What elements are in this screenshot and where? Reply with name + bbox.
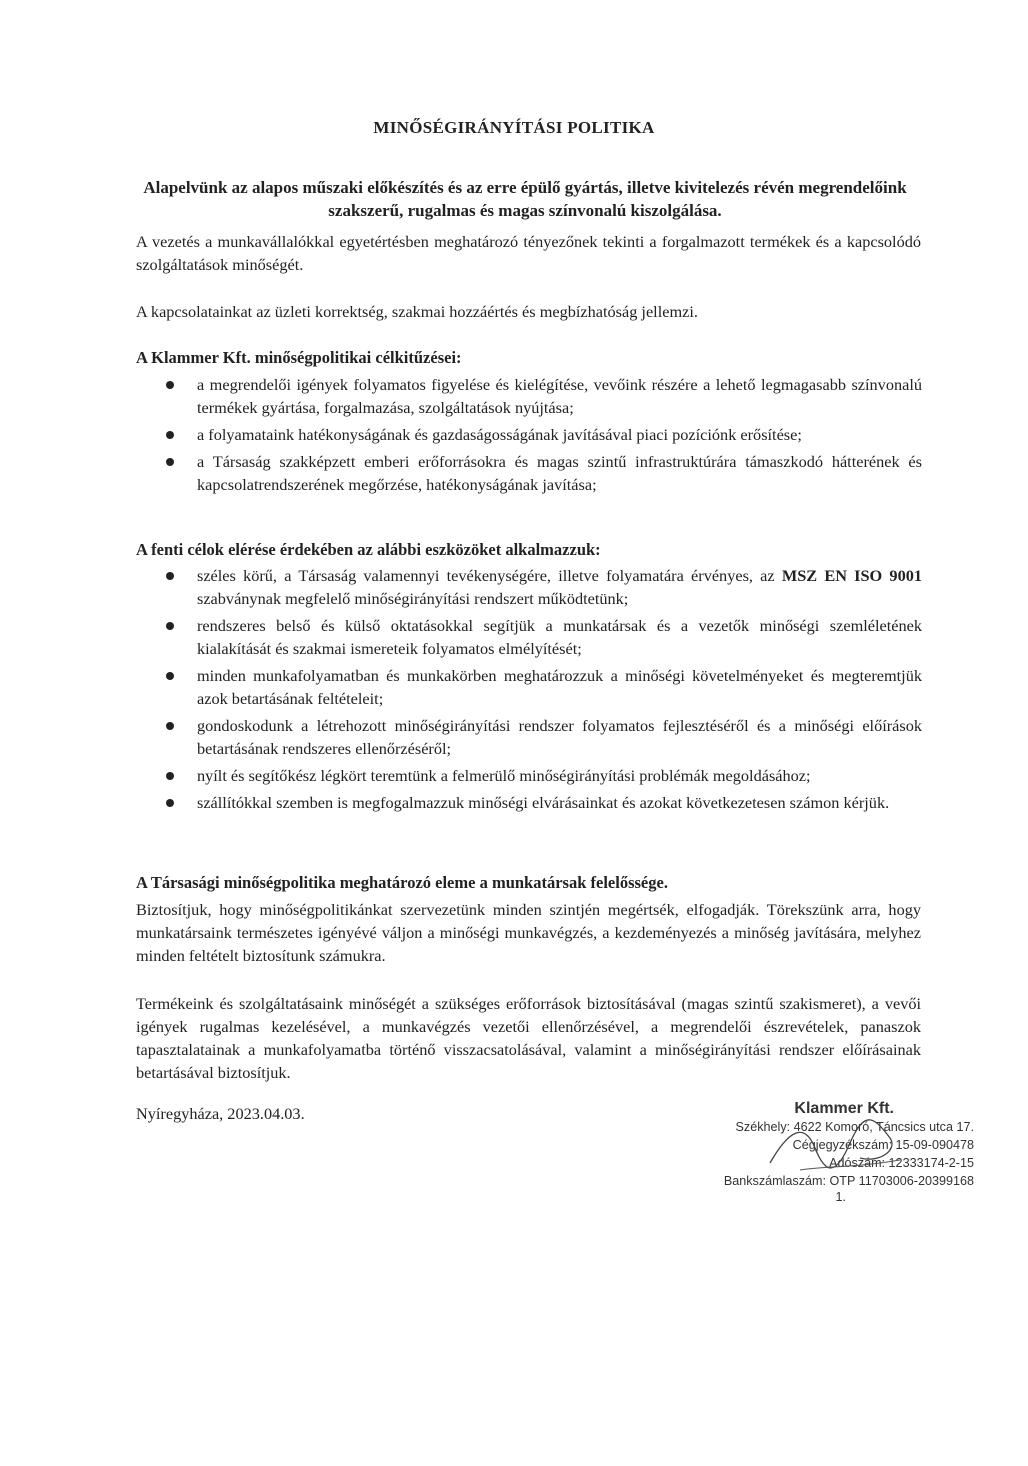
list-item [166, 423, 922, 446]
lead-statement: Alapelvünk az alapos műszaki előkészítés és az erre épülő gyártás, illetve kivitelezés révén megrendelőink szakszerű, rugalmas és magas színvonalú kiszolgálása. [143, 178, 907, 220]
tools-list [166, 564, 922, 818]
goals-list [166, 373, 922, 500]
page-title: MINŐSÉGIRÁNYÍTÁSI POLITIKA [373, 118, 655, 137]
tool-text: szállítókkal szemben is megfogalmazzuk minőségi elvárásainkat és azokat következetesen számon kérjük. [197, 793, 890, 812]
paragraph-responsibility: Biztosítjuk, hogy minőségpolitikánkat szervezetünk minden szintjén megértsék, elfogadják. Törekszünk arra, hogy munkatársaink természetes igényévé váljon a minőségi munkavégzés, a kezdeményezés a minőség javítására, melyhez minden feltételt biztosítunk számukra. [136, 900, 921, 965]
goal-text: a Társaság szakképzett emberi erőforrásokra és magas szintű infrastruktúrára támaszkodó hátterének és kapcsolatrendszerének megőrzése, hatékonyságának javítása; [197, 452, 922, 494]
list-item [166, 664, 922, 710]
stamp-tax-number: Adószám: 12333174-2-15 [829, 1156, 974, 1170]
tool-text: minden munkafolyamatban és munkakörben meghatározzuk a minőségi követelményeket és megteremtjük azok betartásának feltételeit; [197, 666, 922, 708]
bullet-icon [166, 572, 174, 580]
bullet-icon [166, 622, 174, 630]
goal-text: a megrendelői igények folyamatos figyelése és kielégítése, vevőink részére a lehető legmagasabb színvonalú termékek gyártása, forgalmazása, szolgáltatások nyújtása; [197, 375, 922, 417]
tool-text: gondoskodunk a létrehozott minőségirányítási rendszer folyamatos fejlesztéséről és a minőségi előírások betartásának rendszeres ellenőrzéséről; [197, 716, 922, 758]
list-item [166, 450, 922, 496]
stamp-address: Székhely: 4622 Komoró, Táncsics utca 17. [735, 1120, 974, 1134]
bullet-icon [166, 722, 174, 730]
stamp-bank-account: Bankszámlaszám: OTP 11703006-20399168 [723, 1174, 974, 1188]
list-item [166, 373, 922, 419]
list-item [166, 764, 922, 787]
stamp-company-name: Klammer Kft. [794, 1100, 894, 1117]
paragraph-final: Termékeink és szolgáltatásaink minőségét a szükséges erőforrások biztosításával (magas szintű szakismeret), a vevői igények rugalmas kezelésével, a munkavégzés vezetői ellenőrzésével, a megrendelői észrevételek, panaszok tapasztalatainak a munkafolyamatba történő visszacsatolásával, valamint a minőségirányítási rendszer előírásainak betartásával biztosítjuk. [136, 994, 921, 1082]
list-item [166, 714, 922, 760]
tool-text-pre: széles körű, a Társaság valamennyi tevékenységére, illetve folyamatára érvényes, az [197, 566, 782, 585]
bullet-icon [166, 772, 174, 780]
paragraph-relations: A kapcsolatainkat az üzleti korrektség, szakmai hozzáértés és megbízhatóság jellemzi. [136, 302, 698, 321]
bullet-icon [166, 799, 174, 807]
tool-text-post: szabványnak megfelelő minőségirányítási rendszert működtetünk; [197, 589, 629, 608]
stamp-number: 1. [835, 1190, 846, 1204]
goals-heading: A Klammer Kft. minőségpolitikai célkitűzései: [136, 348, 462, 367]
bullet-icon [166, 381, 174, 389]
tool-text: nyílt és segítőkész légkört teremtünk a felmerülő minőségirányítási problémák megoldásához; [197, 766, 811, 785]
paragraph-management: A vezetés a munkavállalókkal egyetértésben meghatározó tényezőnek tekinti a forgalmazott termékek és a kapcsolódó szolgáltatások minőségét. [136, 232, 921, 274]
company-stamp [682, 1100, 982, 1204]
list-item [166, 791, 922, 814]
stamp-registration: Cégjegyzékszám: 15-09-090478 [792, 1138, 974, 1152]
standard-name: MSZ EN ISO 9001 [781, 566, 922, 585]
goal-text: a folyamataink hatékonyságának és gazdaságosságának javításával piaci pozíciónk erősítése; [197, 425, 802, 444]
responsibility-heading: A Társasági minőségpolitika meghatározó eleme a munkatársak felelőssége. [136, 873, 668, 892]
bullet-icon [166, 458, 174, 466]
tools-heading: A fenti célok elérése érdekében az alábbi eszközöket alkalmazzuk: [136, 540, 601, 559]
tool-text: rendszeres belső és külső oktatásokkal segítjük a munkatársak és a vezetők minőségi szemléletének kialakítását és szakmai ismereteik folyamatos elmélyítését; [197, 616, 922, 658]
bullet-icon [166, 672, 174, 680]
list-item [166, 614, 922, 660]
date-place: Nyíregyháza, 2023.04.03. [136, 1104, 305, 1123]
bullet-icon [166, 431, 174, 439]
list-item [166, 564, 922, 610]
